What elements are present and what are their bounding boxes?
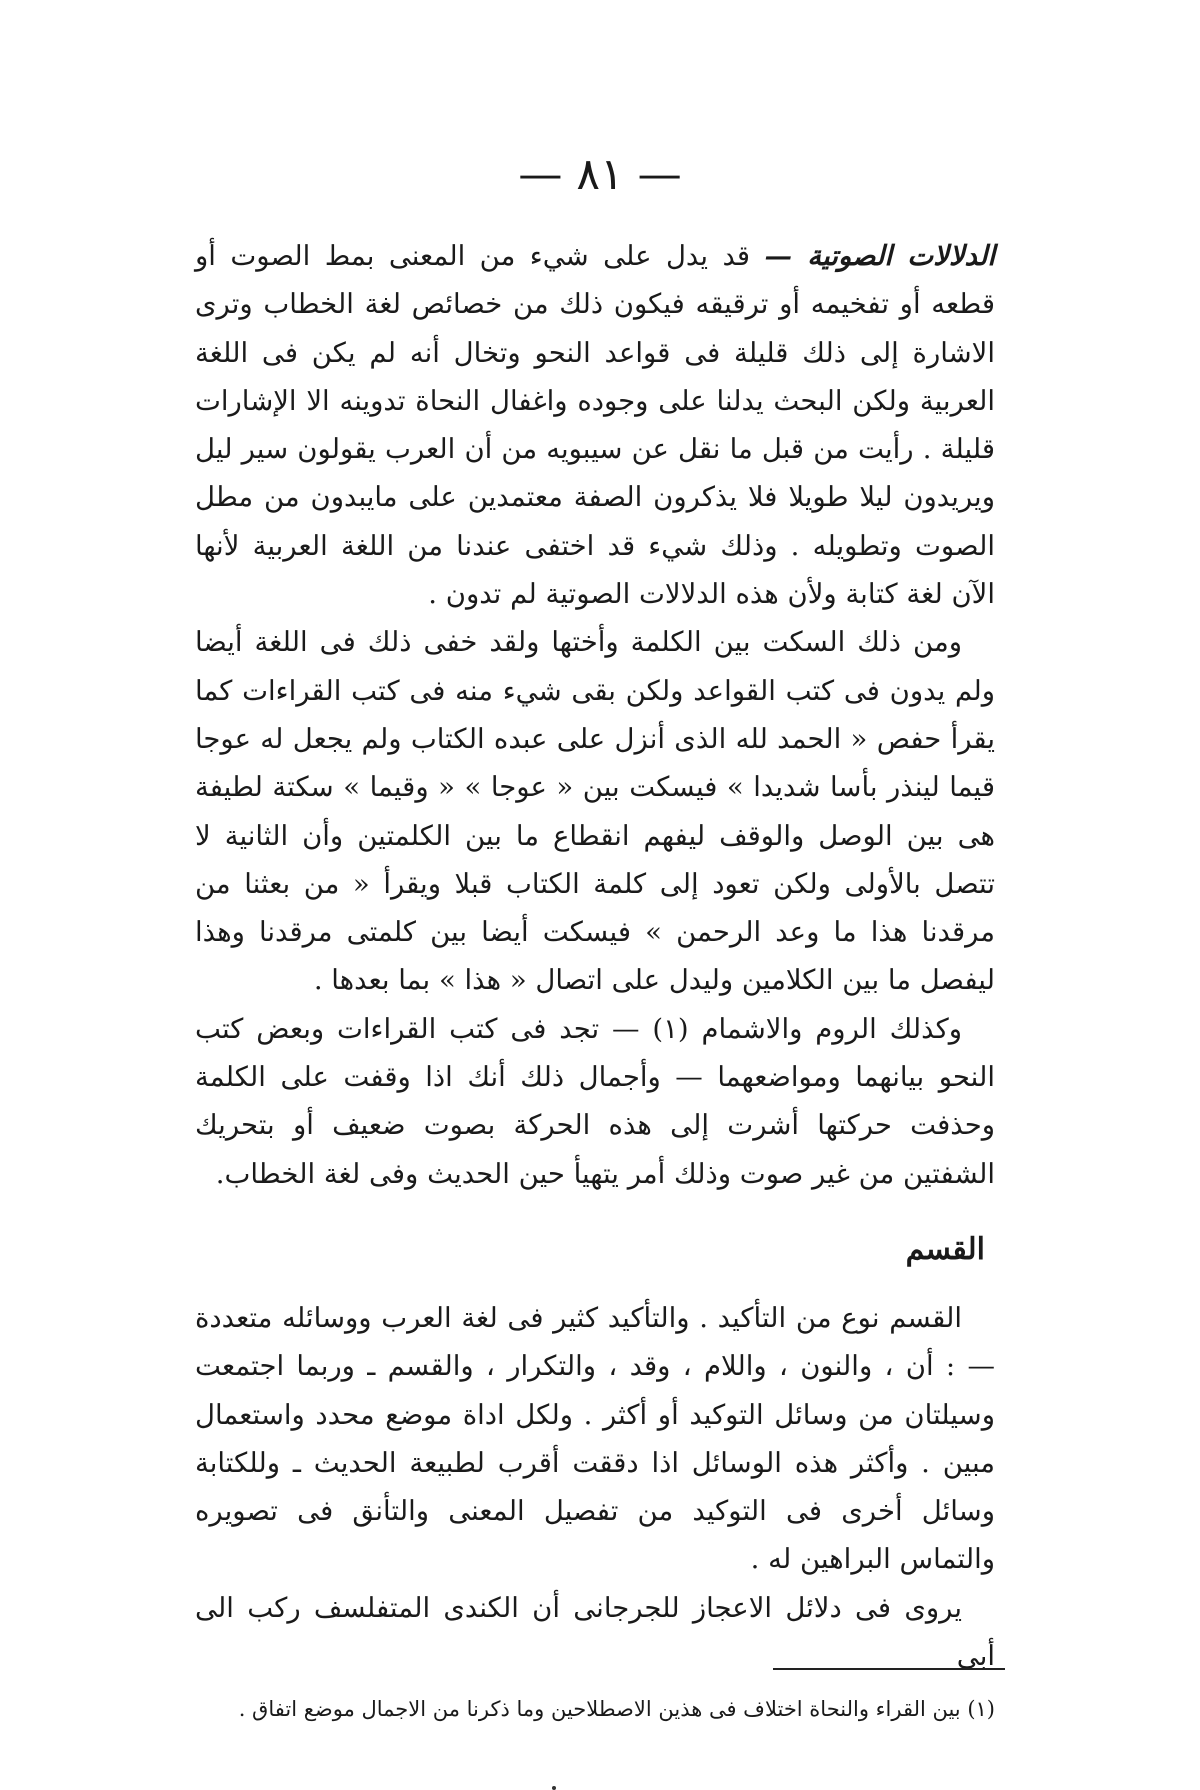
paragraph-kindi: يروى فى دلائل الاعجاز للجرجانى أن الكندى المتفلسف ركب الى أبى [195,1591,995,1673]
paragraph-pause: ومن ذلك السكت بين الكلمة وأختها ولقد خفى ذلك فى اللغة أيضا ولم يدون فى كتب القواعد ولكن بقى شيء منه فى كتب القراءات كما يقرأ حفص « الحمد لله الذى أنزل على عبده الكتاب ولم يجعل له عوجا قيما لينذر بأسا شديدا » فيسكت بين « عوجا » « وقيما » سكتة لطيفة هى بين الوصل والوقف ليفهم انقطاع ما بين الكلمتين وأن الثانية لا تتصل بالأولى ولكن تعود إلى كلمة الكتاب قبلا ويقرأ « من بعثنا من مرقدنا هذا ما وعد الرحمن » فيسكت أيضا بين كلمتى مرقدنا وهذا ليفصل ما بين الكلامين وليدل على اتصال « هذا » بما بعدها . [195,626,995,997]
paragraph-phonetic-cues [195,232,995,618]
footnotes [195,1694,995,1724]
paragraph-text: قد يدل على شيء من المعنى بمط الصوت أو قطعه أو تفخيمه أو ترقيقه فيكون ذلك من خصائص لغة الخطاب وترى الاشارة إلى ذلك قليلة فى قواعد النحو وتخال أنه لم يكن فى اللغة العربية ولكن البحث يدلنا على وجوده واغفال النحاة تدوينه الا الإشارات قليلة . رأيت من قبل ما نقل عن سيبويه من أن العرب يقولون سير ليل ويريدون ليلا طويلا فلا يذكرون الصفة معتمدين على مايبدون من مطل الصوت وتطويله . وذلك شيء قد اختفى عندنا من اللغة العربية لأنها الآن لغة كتابة ولأن هذه الدلالات الصوتية لم تدون . [195,240,995,611]
paragraph-oath: القسم نوع من التأكيد . والتأكيد كثير فى لغة العرب ووسائله متعددة — : أن ، والنون ، واللام ، وقد ، والتكرار ، والقسم ـ وربما اجتمعت وسيلتان من وسائل التوكيد أو أكثر . ولكل اداة موضع محدد واستعمال مبين . وأكثر هذه الوسائل اذا دققت أقرب لطبيعة الحديث ـ وللكتابة وسائل أخرى فى التوكيد من تفصيل المعنى والتأنق فى تصويره والتماس البراهين له . [195,1301,995,1576]
footnote-1: (١) بين القراء والنحاة اختلاف فى هذين الاصطلاحين وما ذكرنا من الاجمال موضع اتفاق . [238,1697,995,1721]
section-heading: القسم [905,1231,985,1267]
body-text [195,232,995,1680]
stray-dot [552,1786,556,1790]
paragraph-rawm-ishmam: وكذلك الروم والاشمام (١) — تجد فى كتب القراءات وبعض كتب النحو بيانهما ومواضعهما — وأجمال ذلك أنك اذا وقفت على الكلمة وحذفت حركتها أشرت إلى هذه الحركة بصوت ضعيف أو بتحريك الشفتين من غير صوت وذلك أمر يتهيأ حين الحديث وفى لغة الخطاب. [195,1012,995,1190]
page-number: — ٨١ — [518,149,682,200]
footnote-divider [773,1668,1005,1670]
run-in-heading: الدلالات الصوتية — [764,240,995,272]
